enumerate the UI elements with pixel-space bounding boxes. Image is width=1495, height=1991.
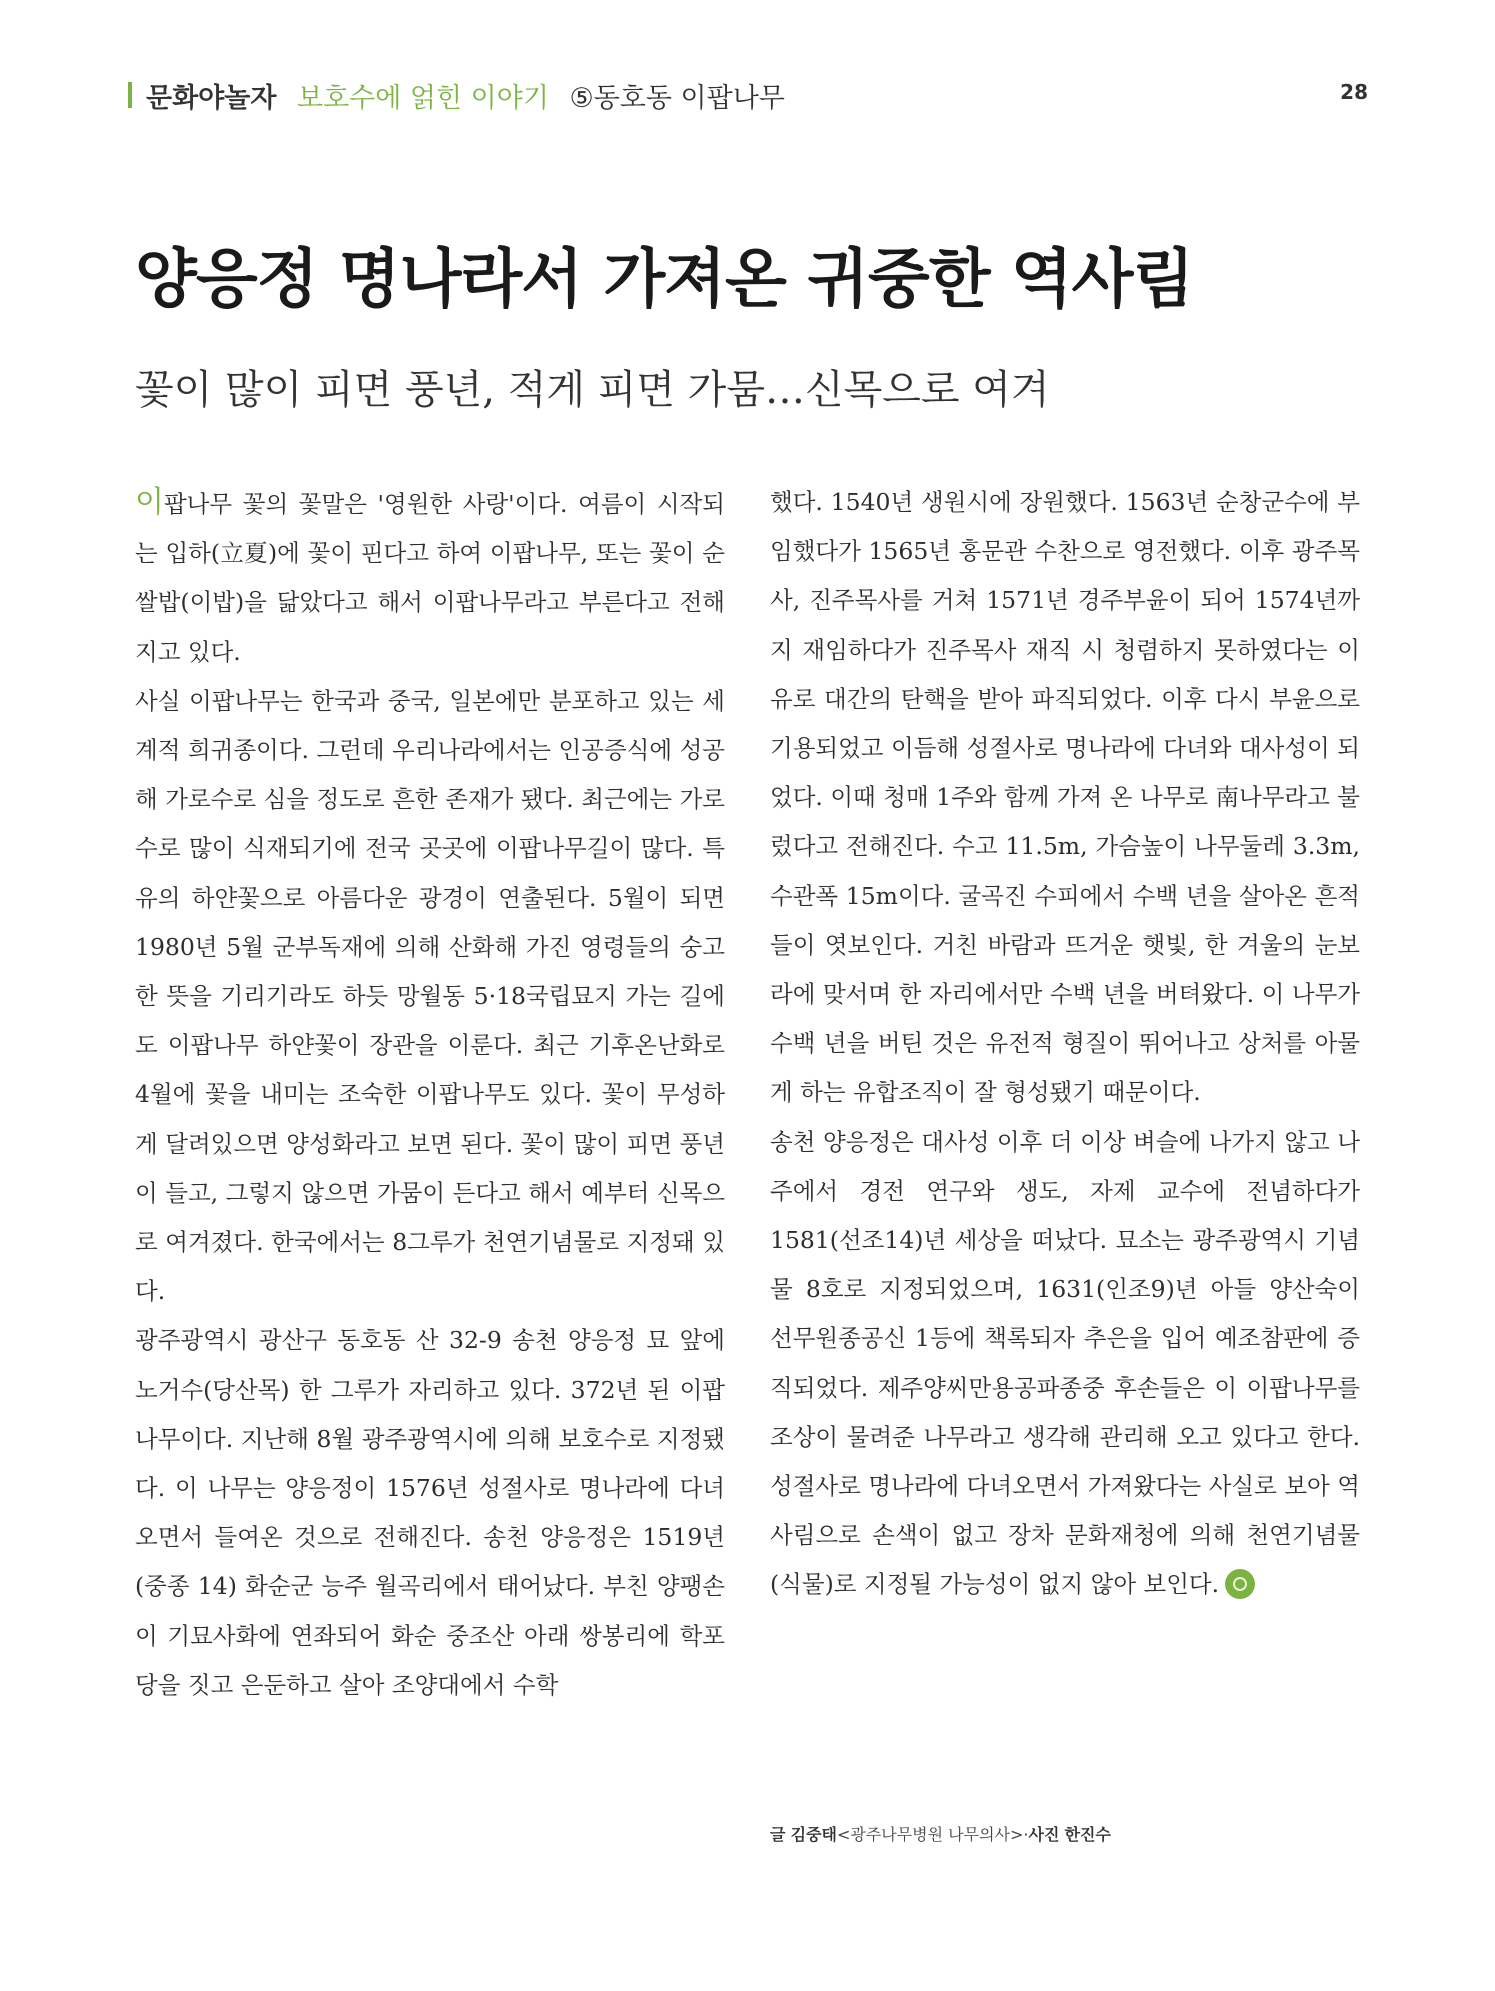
column-left (135, 478, 725, 1710)
paragraph-3-part-1: 광주광역시 광산구 동호동 산 32-9 송천 양응정 묘 앞에 노거수(당산목) 한 그루가 자리하고 있다. 372년 된 이팝나무이다. 지난해 8월 광주광역시에 의해 보호수로 지정됐다. 이 나무는 양응정이 1576년 성절사로 명나라에 다녀오면서 들여온 것으로 전해진다. 송천 양응정은 1519년(중종 14) 화순군 능주 월곡리에서 태어났다. 부친 양팽손이 기묘사화에 연좌되어 화순 중조산 아래 쌍봉리에 학포당을 짓고 은둔하고 살아 조양대에서 수학 (135, 1326, 725, 1699)
writer-name: 김중태 (790, 1825, 837, 1844)
article-subtitle: 꽃이 많이 피면 풍년, 적게 피면 가뭄…신목으로 여겨 (135, 367, 1050, 413)
writer-affiliation: <광주나무병원 나무의사> (836, 1825, 1024, 1844)
paragraph-4-text: 송천 양응정은 대사성 이후 더 이상 벼슬에 나가지 않고 나주에서 경전 연구와 생도, 자제 교수에 전념하다가 1581(선조14)년 세상을 떠났다. 묘소는 광주광역시 기념물 8호로 지정되었으며, 1631(인조9)년 아들 양산숙이 선무원종공신 1등에 책록되자 추은을 입어 예조참판에 증직되었다. 제주양씨만용공파종중 후손들은 이 이팝나무를 조상이 물려준 나무라고 생각해 관리해 오고 있다고 한다. 성절사로 명나라에 다녀오면서 가져왔다는 사실로 보아 역사림으로 손색이 없고 장차 문화재청에 의해 천연기념물(식물)로 지정될 가능성이 없지 않아 보인다. (770, 1127, 1360, 1599)
header-accent-bar (128, 82, 132, 108)
paragraph-3-part-2: 했다. 1540년 생원시에 장원했다. 1563년 순창군수에 부임했다가 1565년 홍문관 수찬으로 영전했다. 이후 광주목사, 진주목사를 거쳐 1571년 경주부윤이 되어 1574년까지 재임하다가 진주목사 재직 시 청렴하지 못하였다는 이유로 대간의 탄핵을 받아 파직되었다. 이후 다시 부윤으로 기용되었고 이듬해 성절사로 명나라에 다녀와 대사성이 되었다. 이때 청매 1주와 함께 가져 온 나무로 南나무라고 불렀다고 전해진다. 수고 11.5m, 가슴높이 나무둘레 3.3m, 수관폭 15m이다. 굴곡진 수피에서 수백 년을 살아온 흔적들이 엿보인다. 거친 바람과 뜨거운 햇빛, 한 겨울의 눈보라에 맞서며 한 자리에서만 수백 년을 버텨왔다. 이 나무가 수백 년을 버틴 것은 유전적 형질이 뛰어나고 상처를 아물게 하는 유합조직이 잘 형성됐기 때문이다. (770, 488, 1360, 1107)
header-series: 보호수에 얽힌 이야기 (297, 83, 549, 114)
paragraph-2: 사실 이팝나무는 한국과 중국, 일본에만 분포하고 있는 세계적 희귀종이다. 그런데 우리나라에서는 인공증식에 성공해 가로수로 심을 정도로 흔한 존재가 됐다. 최근에는 가로수로 많이 식재되기에 전국 곳곳에 이팝나무길이 많다. 특유의 하얀꽃으로 아름다운 광경이 연출된다. 5월이 되면 1980년 5월 군부독재에 의해 산화해 가진 영령들의 숭고한 뜻을 기리기라도 하듯 망월동 5·18국립묘지 가는 길에도 이팝나무 하얀꽃이 장관을 이룬다. 최근 기후온난화로 4월에 꽃을 내미는 조숙한 이팝나무도 있다. 꽃이 무성하게 달려있으면 양성화라고 보면 된다. 꽃이 많이 피면 풍년이 들고, 그렇지 않으면 가뭄이 든다고 해서 예부터 신목으로 여겨졌다. 한국에서는 8그루가 천연기념물로 지정돼 있다. (135, 686, 725, 1306)
drop-cap: 이 (135, 485, 164, 520)
page-header (128, 72, 1368, 116)
page-number: 28 (1340, 80, 1368, 104)
photographer-name: 한진수 (1064, 1825, 1111, 1844)
byline-separator: · (1023, 1825, 1029, 1844)
article-title: 양응정 명나라서 가져온 귀중한 역사림 (135, 243, 1194, 317)
paragraph-4 (770, 1118, 1360, 1610)
header-episode: ⑤동호동 이팝나무 (569, 83, 785, 114)
photo-label: 사진 (1028, 1825, 1060, 1844)
paragraph-1 (135, 478, 725, 677)
byline (770, 1822, 1370, 1845)
header-breadcrumb (146, 76, 785, 115)
header-section: 문화야놀자 (146, 83, 277, 114)
writer-label: 글 (770, 1825, 786, 1844)
column-right (770, 478, 1360, 1610)
paragraph-1-text: 팝나무 꽃의 꽃말은 '영원한 사랑'이다. 여름이 시작되는 입하(立夏)에 꽃이 핀다고 하여 이팝나무, 또는 꽃이 순쌀밥(이밥)을 닮았다고 해서 이팝나무라고 부른다고 전해지고 있다. (135, 490, 725, 666)
end-mark-icon (1225, 1569, 1255, 1599)
